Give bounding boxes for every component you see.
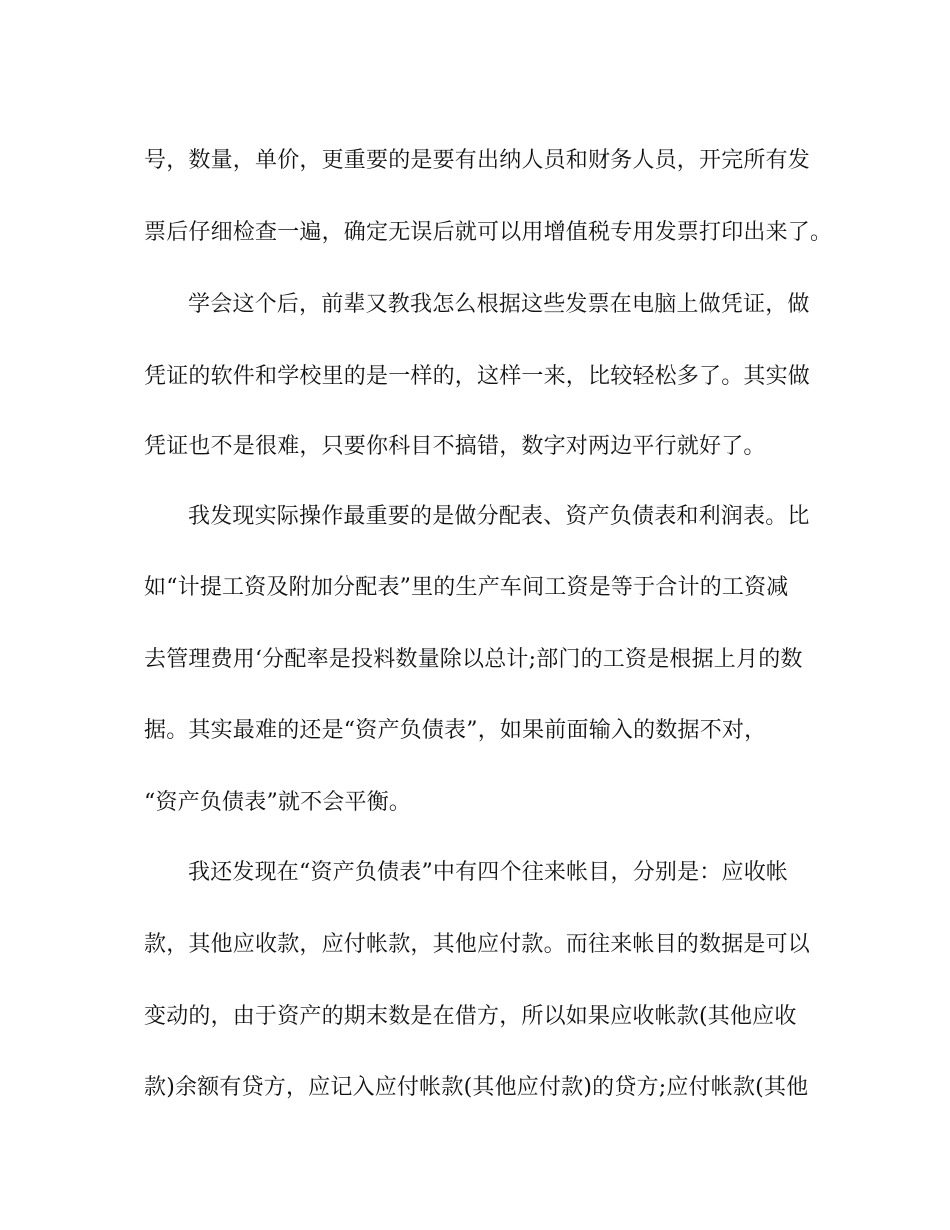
paragraph-start-line-6: 我发现实际操作最重要的是做分配表、资产负债表和利润表。比: [188, 504, 810, 529]
text-line-7: 如“计提工资及附加分配表”里的生产车间工资是等于合计的工资减: [144, 575, 789, 600]
text-line-8: 去管理费用‘分配率是投料数量除以总计;部门的工资是根据上月的数: [144, 647, 803, 672]
text-line-4: 凭证的软件和学校里的是一样的，这样一来，比较轻松多了。其实做: [144, 364, 811, 389]
text-line-2: 票后仔细检查一遍，确定无误后就可以用增值税专用发票打印出来了。: [144, 220, 833, 245]
paragraph-start-line-3: 学会这个后，前辈又教我怎么根据这些发票在电脑上做凭证，做: [188, 292, 810, 317]
text-line-5: 凭证也不是很难，只要你科目不搞错，数字对两边平行就好了。: [144, 434, 766, 459]
text-line-12: 款，其他应收款，应付帐款，其他应付款。而往来帐目的数据是可以: [144, 932, 811, 957]
text-line-1: 号，数量，单价，更重要的是要有出纳人员和财务人员，开完所有发: [144, 148, 811, 173]
text-line-14: 款)余额有贷方，应记入应付帐款(其他应付款)的贷方;应付帐款(其他: [144, 1075, 809, 1100]
text-line-9: 据。其实最难的还是“资产负债表”，如果前面输入的数据不对，: [144, 718, 767, 743]
paragraph-start-line-11: 我还发现在“资产负债表”中有四个往来帐目，分别是：应收帐: [188, 860, 789, 885]
text-line-13: 变动的，由于资产的期末数是在借方，所以如果应收帐款(其他应收: [144, 1004, 797, 1029]
text-line-10: “资产负债表”就不会平衡。: [144, 790, 412, 815]
